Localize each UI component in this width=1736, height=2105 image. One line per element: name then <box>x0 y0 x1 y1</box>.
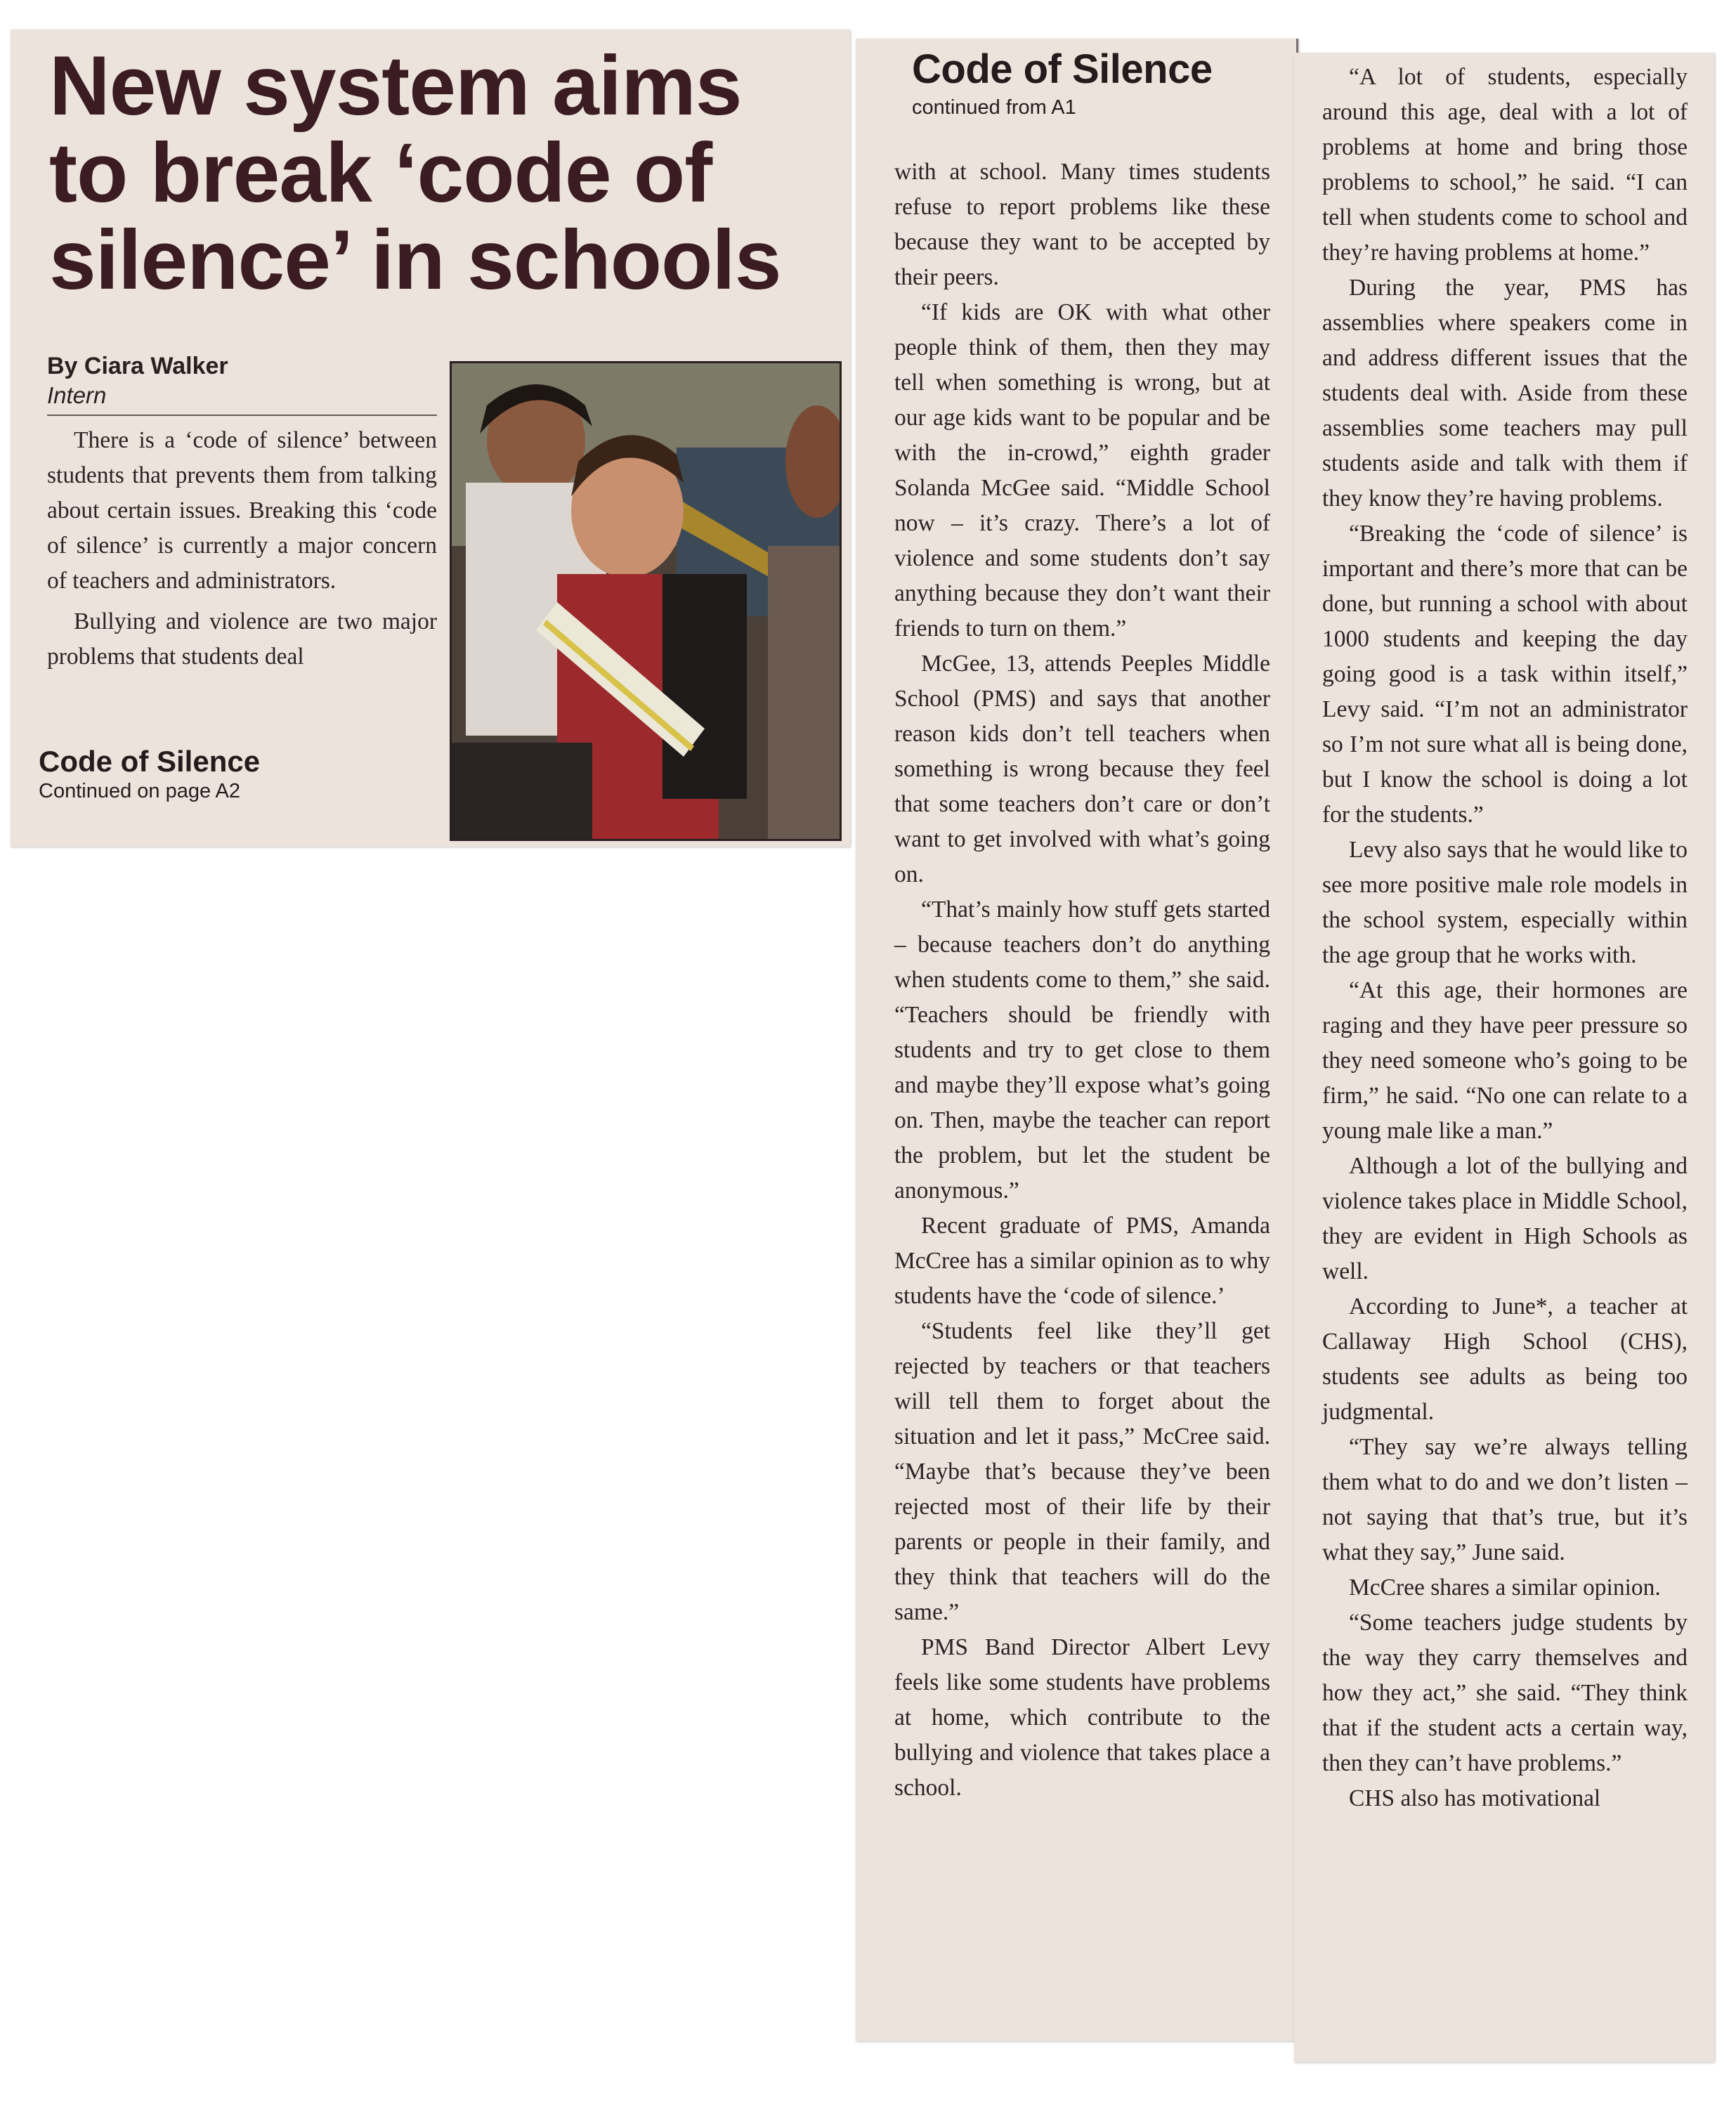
paragraph: McGee, 13, attends Peeples Middle School (PMS) and says that another reason kids don’t tell teachers when something is wrong because they feel that some teachers don’t care or don’t want to get involved with what’s going on. <box>894 651 1270 887</box>
article-photo <box>450 361 842 841</box>
column-a-text <box>894 155 1270 1806</box>
byline-rule <box>47 415 437 416</box>
continuation-subtitle: continued from A1 <box>912 96 1076 119</box>
continuation-clipping-column-b <box>1294 53 1714 2062</box>
front-page-clipping <box>11 30 850 847</box>
paragraph: “That’s mainly how stuff gets started – because teachers don’t do anything when students come to them,” she said. “Teachers should be friendly with students and try to get close to them and maybe they’ll expose what’s going on. Then, maybe the teacher can report the problem, but let the student be anonymous.” <box>894 897 1270 1204</box>
students-photo-illustration <box>452 363 840 839</box>
paragraph: McCree shares a similar opinion. <box>1349 1575 1661 1601</box>
byline-role: Intern <box>47 382 107 408</box>
paragraph: Recent graduate of PMS, Amanda McCree has a similar opinion as to why students have the ‘code of silence.’ <box>894 1213 1270 1309</box>
headline: New system aims to break ‘code of silence’ in schools <box>49 39 781 307</box>
column-b-text <box>1322 60 1688 1816</box>
paragraph: Levy also says that he would like to see more positive male role models in the school system, especially within the age group that he works with. <box>1322 837 1688 968</box>
continuation-clipping-column-a <box>856 39 1298 2041</box>
paragraph: “They say we’re always telling them what to do and we don’t listen – not saying that that’s true, but it’s what they say,” June said. <box>1322 1434 1688 1565</box>
jump-title: Code of Silence <box>39 745 261 778</box>
paragraph: Although a lot of the bullying and violence takes place in Middle School, they are evident in High Schools as well. <box>1322 1153 1688 1284</box>
paragraph: During the year, PMS has assemblies where speakers come in and address different issues that the students deal with. Aside from these assemblies some teachers may pull students aside and talk with them if they know they’re having problems. <box>1322 275 1688 511</box>
paragraph: Bullying and violence are two major problems that students deal <box>47 608 437 670</box>
continuation-title: Code of Silence <box>912 46 1213 92</box>
paragraph: “A lot of students, especially around this age, deal with a lot of problems at home and bring those problems to school,” he said. “I can tell when students come to school and they’re having problems at home.” <box>1322 64 1688 266</box>
lead-column <box>47 423 437 674</box>
paragraph: with at school. Many times students refuse to report problems like these because they want to be accepted by their peers. <box>894 159 1270 290</box>
paragraph: “Breaking the ‘code of silence’ is important and there’s more that can be done, but running a school with about 1000 students and keeping the day going good is a task within itself,” Levy said. “I’m not an administrator so I’m not sure what all is being done, but I know the school is doing a lot for the students.” <box>1322 521 1688 828</box>
paragraph: “At this age, their hormones are raging and they have peer pressure so they need someone who’s going to be firm,” he said. “No one can relate to a young male like a man.” <box>1322 977 1688 1144</box>
paragraph: PMS Band Director Albert Levy feels like some students have problems at home, which contribute to the bullying and violence that takes place a school. <box>894 1634 1270 1801</box>
paragraph: According to June*, a teacher at Callaway High School (CHS), students see adults as being too judgmental. <box>1322 1293 1688 1425</box>
byline: By Ciara Walker <box>47 353 228 379</box>
paragraph: “Students feel like they’ll get rejected by teachers or that teachers will tell them to forget about the situation and let it pass,” McCree said. “Maybe that’s because they’ve been rejected most of their life by their parents or people in their family, and they think that teachers will do the same.” <box>894 1318 1270 1625</box>
paragraph: “Some teachers judge students by the way they carry themselves and how they act,” she said. “They think that if the student acts a certain way, then they can’t have problems.” <box>1322 1610 1688 1776</box>
paragraph: “If kids are OK with what other people think of them, then they may tell when something is wrong, but at our age kids want to be popular and be with the in-crowd,” eighth grader Solanda McGee said. “Middle School now – it’s crazy. There’s a lot of violence and some students don’t say anything because they don’t want their friends to turn on them.” <box>894 299 1270 641</box>
paragraph: CHS also has motivational <box>1349 1785 1601 1811</box>
paragraph: There is a ‘code of silence’ between students that prevents them from talking about certain issues. Breaking this ‘code of silence’ is currently a major concern of teachers and administrators. <box>47 427 437 594</box>
jump-line: Continued on page A2 <box>39 780 241 802</box>
